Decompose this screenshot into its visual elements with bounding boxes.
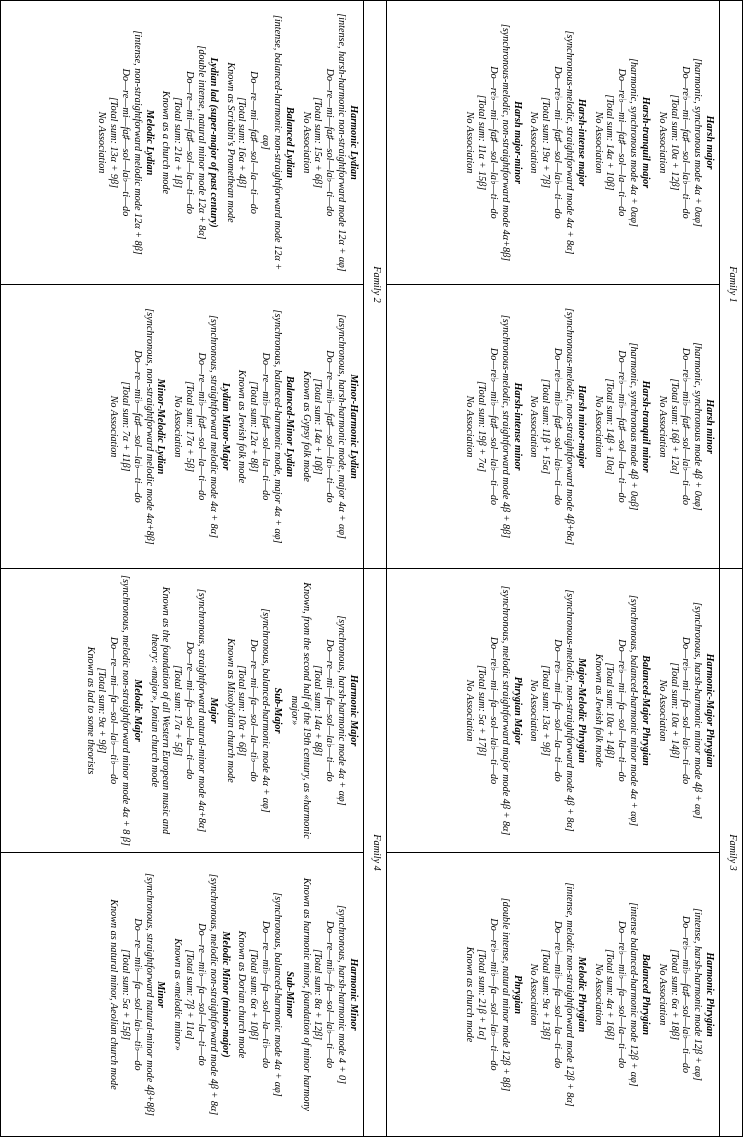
mode-description: [intense, balanced-harmonic non-straightforward mode 12α + αφ] xyxy=(260,14,283,271)
cell xyxy=(386,285,719,569)
total-sum: [Total sum: 11α + 15β] xyxy=(476,94,488,191)
mode-entry xyxy=(528,575,587,846)
association: Known as Scriabin's Promethean mode xyxy=(224,62,236,223)
association: No Association xyxy=(464,111,476,174)
mode-description: [intense, melodic non-straightforward mode 12β + 8α] xyxy=(563,882,575,1107)
association: Known as the foundation of all Western European music and theory: «major», Ionian church mode xyxy=(148,586,172,835)
total-sum: [Total sum: 21α + 1β] xyxy=(172,96,184,189)
mode-entry xyxy=(528,291,587,562)
association: No Association xyxy=(656,679,668,742)
mode-entry xyxy=(463,7,522,278)
association: Known as church mode xyxy=(464,946,476,1043)
cell xyxy=(1,853,364,1137)
association: Known as natural minor, Aeolian church mode xyxy=(108,899,120,1090)
family-header xyxy=(720,569,743,1137)
mode-entry xyxy=(171,859,230,1130)
mode-name: Balanced-Major Phrygian xyxy=(639,655,651,766)
mode-description: [synchronous, melodic non-straightforward minor mode 4α + 8 β] xyxy=(120,575,131,846)
solfege-scale: Do—re—mi♭—fa—sol—la♭—ti♭—do xyxy=(131,918,143,1071)
solfege-scale: Do—re♭—mi♭—fa♯—sol—la♭—ti—do xyxy=(487,347,499,506)
mode-entry xyxy=(236,291,295,562)
mode-entry xyxy=(84,575,143,846)
association: No Association xyxy=(528,963,540,1026)
mode-description: [double intense, natural minor mode 12β + 8β] xyxy=(499,897,511,1092)
total-sum: [Total sum: 8α + 12β] xyxy=(312,948,324,1041)
association: No Association xyxy=(108,395,120,458)
total-sum: [Total sum: 19β + 7α] xyxy=(476,380,488,473)
association: Known as harmonic minor, foundation of minor harmony xyxy=(300,877,312,1112)
mode-name: Minor-Melodic Lydian xyxy=(155,378,167,475)
cell xyxy=(386,569,719,853)
cell xyxy=(386,1,719,285)
solfege-scale: Do—re—mi—fa—sol—la♭—ti—do xyxy=(324,639,336,782)
solfege-scale: Do—re♭—mi—fa♯—sol—la♭—ti—do xyxy=(552,66,564,219)
total-sum: [Total sum: 10α + 14β] xyxy=(668,662,680,759)
mode-name: Lydian lad (super-major of past century) xyxy=(207,57,219,228)
mode-name: Harsh major xyxy=(704,115,715,170)
mode-entry xyxy=(528,7,587,278)
association: No Association xyxy=(300,111,312,174)
solfege-scale: Do—re♭—mi—fa—sol—la—ti—do xyxy=(552,639,564,782)
solfege-scale: Do—re—mi—fa♯—sol—la♭—ti—do xyxy=(324,68,336,217)
cell xyxy=(1,285,364,569)
mode-name: Sub-Minor xyxy=(283,971,295,1018)
mode-entry xyxy=(160,7,219,278)
cell xyxy=(1,1,364,285)
total-sum: [Total sum: 14α + 8β] xyxy=(312,664,324,757)
mode-name: Harsh minor xyxy=(704,399,715,454)
mode-name: Melodic Lydian xyxy=(143,109,155,176)
mode-description: [harmonic, synchronous mode 4α + 0αφ] xyxy=(628,58,640,227)
mode-description: [asynchronous, harsh-harmonic mode, major 4α + αφ] xyxy=(336,314,348,539)
total-sum: [Total sum: 17α + 5β] xyxy=(172,664,184,757)
mode-name: Balanced Phrygian xyxy=(639,953,651,1036)
total-sum: [Total sum: 19α + 7β] xyxy=(540,96,552,189)
association: Known as a church mode xyxy=(160,90,172,195)
solfege-scale: Do—re—mi♭—fa—sol—la—ti—do xyxy=(195,923,207,1066)
solfege-scale: Do—re—mi—fa—sol—la—ti♭—do xyxy=(248,639,260,782)
mode-name: Phrygian Major xyxy=(511,676,523,745)
mode-name: Melodic Phrygian xyxy=(575,956,587,1033)
association: Known as Jewish folk mode xyxy=(592,653,604,768)
solfege-scale: Do—re♭—mi♭—fa♯—sol—la—ti—do xyxy=(616,350,628,503)
mode-description: [synchronous, balanced-harmonic mode 4α + αφ] xyxy=(271,892,283,1097)
mode-entry xyxy=(107,859,166,1130)
mode-entry xyxy=(300,7,359,278)
total-sum: [Total sum: 4α + 16β] xyxy=(604,948,616,1041)
total-sum: [Total sum: 7α + 11β] xyxy=(120,381,131,472)
mode-entry xyxy=(592,291,651,562)
family-1-header: Family 1 xyxy=(727,266,738,303)
solfege-scale: Do—re—mi♭—fa♯—sol—la—ti—do xyxy=(260,352,272,501)
total-sum: [Total sum: 7β + 11α] xyxy=(184,949,196,1040)
total-sum: [Total sum: 14β + 10α] xyxy=(604,378,616,475)
mode-entry xyxy=(224,575,283,846)
mode-name: Minor xyxy=(155,981,167,1008)
mode-description: [synchronous, harsh-harmonic mode 4α + αφ] xyxy=(336,615,348,806)
mode-entry xyxy=(463,575,522,846)
association: Known, from the second half of the 19th century, as «harmonic major» xyxy=(288,582,312,839)
mode-entry xyxy=(656,291,715,562)
mode-description: [harmonic, synchronous mode 4β + 0αφ] xyxy=(692,342,704,511)
association: No Association xyxy=(528,679,540,742)
total-sum: [Total sum: 17α + 5β] xyxy=(184,380,196,473)
total-sum: [Total sum: 11β + 15α] xyxy=(540,378,552,475)
family-header xyxy=(720,1,743,569)
family-3-header: Family 3 xyxy=(727,834,738,871)
solfege-scale: Do—re♭—mi♭—fa♯—sol—la♭—ti—do xyxy=(680,915,692,1074)
solfege-scale: Do—re♭—mi—fa♯—sol—la—ti—do xyxy=(616,68,628,217)
mode-entry xyxy=(224,7,295,278)
mode-name: Sub-Major xyxy=(271,687,283,734)
solfege-scale: Do—re—mi♭—fa♯—sol—la♭—ti—do xyxy=(131,350,143,503)
family-header xyxy=(363,569,386,1137)
total-sum: [Total sum: 13α + 9β] xyxy=(108,96,120,189)
total-sum: [Total sum: 5α + 15β] xyxy=(120,948,131,1041)
mode-description: [synchronous-melodic, straightforward mode 4α + 8α] xyxy=(563,30,575,255)
mode-description: [synchronous, balanced-harmonic mode 4α + αφ] xyxy=(260,608,272,813)
association: Known as «melodic minor» xyxy=(172,938,184,1051)
solfege-scale: Do—re—mi♭—fa—sol—la—ti♭—do xyxy=(260,920,272,1069)
mode-description: [synchronous-melodic, non-straightforward mode 4β + 8α] xyxy=(563,589,575,832)
mode-entry xyxy=(148,575,219,846)
solfege-scale: Do—re♭—mi♭—fa♯—sol—la♭—ti—do xyxy=(680,347,692,506)
total-sum: [Total sum: 14α + 10β] xyxy=(604,94,616,191)
mode-description: [synchronous, balanced-harmonic mode, major 4α + αφ] xyxy=(271,309,283,544)
association: No Association xyxy=(592,111,604,174)
mode-description: [synchronous, harsh-harmonic minor mode 4β + αφ] xyxy=(692,602,704,819)
association: No Association xyxy=(592,395,604,458)
mode-entry xyxy=(236,859,295,1130)
mode-name: Major-Melodic Phrygian xyxy=(575,658,587,763)
association: No Association xyxy=(172,395,184,458)
total-sum: [Total sum: 10α + 12β] xyxy=(668,94,680,191)
mode-entry xyxy=(592,7,651,278)
mode-name: Harmonic Major xyxy=(347,674,359,747)
mode-name: Melodic Major xyxy=(131,679,143,742)
solfege-scale: Do—re—mi♭—fa♯—sol—la—ti—do xyxy=(195,352,207,501)
association: Known as Jewish folk mode xyxy=(236,369,248,484)
mode-name: Major xyxy=(207,697,219,724)
association: Known as Dorian church mode xyxy=(236,930,248,1059)
total-sum: [Total sum: 13α + 9β] xyxy=(540,664,552,757)
association: No Association xyxy=(528,111,540,174)
total-sum: [Total sum: 6α + 18β] xyxy=(668,948,680,1041)
mode-description: [synchronous, balanced-harmonic minor mode 4α + αφ] xyxy=(628,594,640,827)
mode-name: Balanced-Minor Lydian xyxy=(283,375,295,478)
association: No Association xyxy=(656,963,668,1026)
total-sum: [Total sum: 16β + 12α] xyxy=(668,378,680,475)
family-4-header: Family 4 xyxy=(370,834,382,871)
mode-description: [harmonic, synchronous mode 4β + 0αβ] xyxy=(628,342,640,511)
mode-entry xyxy=(592,575,651,846)
mode-name: Harsh-tranquil minor xyxy=(639,380,651,473)
solfege-scale: Do—re♭—mi♭—fa—sol—la—ti—do xyxy=(616,920,628,1069)
body-row-families-2-4 xyxy=(1,1,364,1137)
total-sum: [Total sum: 6α + 10β] xyxy=(248,948,260,1041)
solfege-scale: Do—re—mi—fa♯—sol—la♭—ti—do xyxy=(120,68,131,217)
solfege-scale: Do—re—mi♭—fa♯—sol—la♭—ti—do xyxy=(324,350,336,503)
total-sum: [Total sum: 9α + 13β] xyxy=(540,948,552,1041)
solfege-scale: Do—re—mi♭—fa—sol—la♭—ti—do xyxy=(324,920,336,1069)
body-row-families-1-3 xyxy=(386,1,719,1137)
mode-entry xyxy=(96,7,155,278)
mode-name: Harsh minor-major xyxy=(575,385,587,468)
mode-description: [synchronous-melodic, straightforward mode 4β + 8β] xyxy=(499,314,511,539)
solfege-scale: Do—re♭—mi—fa—sol—la♭—ti—do xyxy=(487,636,499,785)
solfege-scale: Do—re♭—mi♭—fa—sol—la—ti—do xyxy=(552,920,564,1069)
total-sum: [Total sum: 5α + 17β] xyxy=(476,664,488,757)
solfege-scale: Do—re—mi—fa—sol—la♭—ti♭—do xyxy=(108,636,120,785)
mode-description: [synchronous, melodic non-straightforward mode 4β + 8α] xyxy=(207,873,219,1116)
family-header xyxy=(363,1,386,569)
mode-description: [intense, harsh-harmonic mode 12β + αφ] xyxy=(692,908,704,1081)
mode-description: [synchronous-melodic, non-straightforward mode 4β+8α] xyxy=(563,307,575,546)
mode-name: Harsh major-minor xyxy=(511,101,523,184)
solfege-scale: Do—re♭—mi—fa—sol—la—ti—do xyxy=(616,639,628,782)
family-2-header: Family 2 xyxy=(370,266,382,303)
mode-entry xyxy=(592,859,651,1130)
mode-description: [double intense, natural minor mode 12α + 8α] xyxy=(195,45,207,240)
mode-name: Harmonic Minor xyxy=(347,958,359,1031)
mode-description: [synchronous, straightforward melodic mode 4α + 8α] xyxy=(207,314,219,539)
mode-name: Melodic Minor (minor-major) xyxy=(219,931,231,1058)
total-sum: [Total sum: 12α + 8β] xyxy=(248,380,260,473)
mode-name: Harsh-tranquil major xyxy=(639,96,651,189)
association: Known as Mixolydian church mode xyxy=(224,638,236,783)
header-row-families-1-3 xyxy=(720,1,743,1137)
association: No Association xyxy=(528,395,540,458)
association: Known as lad to some theorists xyxy=(84,646,96,775)
association: No Association xyxy=(656,395,668,458)
mode-entry xyxy=(528,859,587,1130)
mode-description: [intense, harsh-harmonic non-straightforward mode 12α + αφ] xyxy=(336,13,348,272)
mode-description: [synchronous, melodic straightforward major mode 4β + 8α] xyxy=(499,585,511,836)
mode-entry xyxy=(300,291,359,562)
total-sum: [Total sum: 16α + 4β] xyxy=(236,96,248,189)
total-sum: [Total sum: 21β + 1α] xyxy=(476,948,488,1041)
solfege-scale: Do—re—mi—fa♯—sol—la—ti—do xyxy=(248,71,260,214)
mode-name: Phrygian xyxy=(511,974,523,1015)
solfege-scale: Do—re—mi—fa—sol—la—ti—do xyxy=(184,641,196,780)
solfege-scale: Do—re♭—mi—fa♯—sol—la♭—ti—do xyxy=(487,66,499,219)
mode-entry xyxy=(656,859,715,1130)
mode-name: Harsh-intense major xyxy=(575,98,587,187)
total-sum: [Total sum: 10α + 14β] xyxy=(604,662,616,759)
association: No Association xyxy=(464,679,476,742)
solfege-scale: Do—re♭—mi—fa—sol—la♭—ti—do xyxy=(680,636,692,785)
total-sum: [Total sum: 10α + 6β] xyxy=(236,664,248,757)
header-row-families-2-4 xyxy=(363,1,386,1137)
mode-name: Lydian Minor-Major xyxy=(219,382,231,471)
association: No Association xyxy=(656,111,668,174)
mode-description: [synchronous, non-straightforward melodic mode 4α+8β] xyxy=(143,308,155,545)
mode-name: Minor-Harmonic Lydian xyxy=(347,374,359,479)
total-sum: [Total sum: 15α + 6β] xyxy=(312,96,324,189)
mode-name: Harmonic Phrygian xyxy=(704,952,715,1037)
mode-description: [synchronous-melodic, non-straightforward mode 4α+8β] xyxy=(499,23,511,262)
mode-name: Harmonic Lydian xyxy=(347,105,359,180)
mode-name: Harsh-intense minor xyxy=(511,382,523,471)
mode-name: Harmonic-Major Phrygian xyxy=(704,653,715,768)
mode-entry xyxy=(171,291,230,562)
mode-description: [harmonic, synchronous mode 4α + 0αφ] xyxy=(692,58,704,227)
mode-entry xyxy=(288,575,359,846)
total-sum: [Total sum: 14α + 10β] xyxy=(312,378,324,475)
association: No Association xyxy=(96,111,108,174)
solfege-scale: Do—re♭—mi—fa♯—sol—la♭—ti—do xyxy=(680,66,692,219)
cell xyxy=(386,853,719,1137)
mode-description: [intense, non-straightforward melodic mode 12α + 8β] xyxy=(131,30,143,255)
mode-entry xyxy=(107,291,166,562)
total-sum: [Total sum: 9α + 9β] xyxy=(96,667,108,754)
solfege-scale: Do—re—mi—fa♯—sol—la—ti—do xyxy=(184,71,196,214)
association: Known as Gypsy folk mode xyxy=(300,371,312,482)
mode-description: [synchronous, harsh-harmonic mode 4 + 0] xyxy=(336,904,348,1085)
mode-entry xyxy=(463,291,522,562)
association: No Association xyxy=(464,395,476,458)
solfege-scale: Do—re♭—mi♭—fa—sol—la♭—ti—do xyxy=(487,918,499,1071)
association: No Association xyxy=(592,963,604,1026)
mode-entry xyxy=(656,575,715,846)
solfege-scale: Do—re♭—mi♭—fa♯—sol—la♭—ti—do xyxy=(552,347,564,506)
mode-description: [synchronous, straightforward natural-minor mode 4α+8α] xyxy=(195,588,207,833)
cell xyxy=(1,569,364,853)
mode-name: Balanced Lydian xyxy=(283,106,295,179)
mode-description: [synchronous, straightforward natural-minor mode 4β+8β] xyxy=(143,873,155,1116)
mode-entry xyxy=(656,7,715,278)
mode-entry xyxy=(463,859,522,1130)
mode-description: [intense balanced-harmonic mode 12β + αφ] xyxy=(628,902,640,1087)
mode-entry xyxy=(300,859,359,1130)
